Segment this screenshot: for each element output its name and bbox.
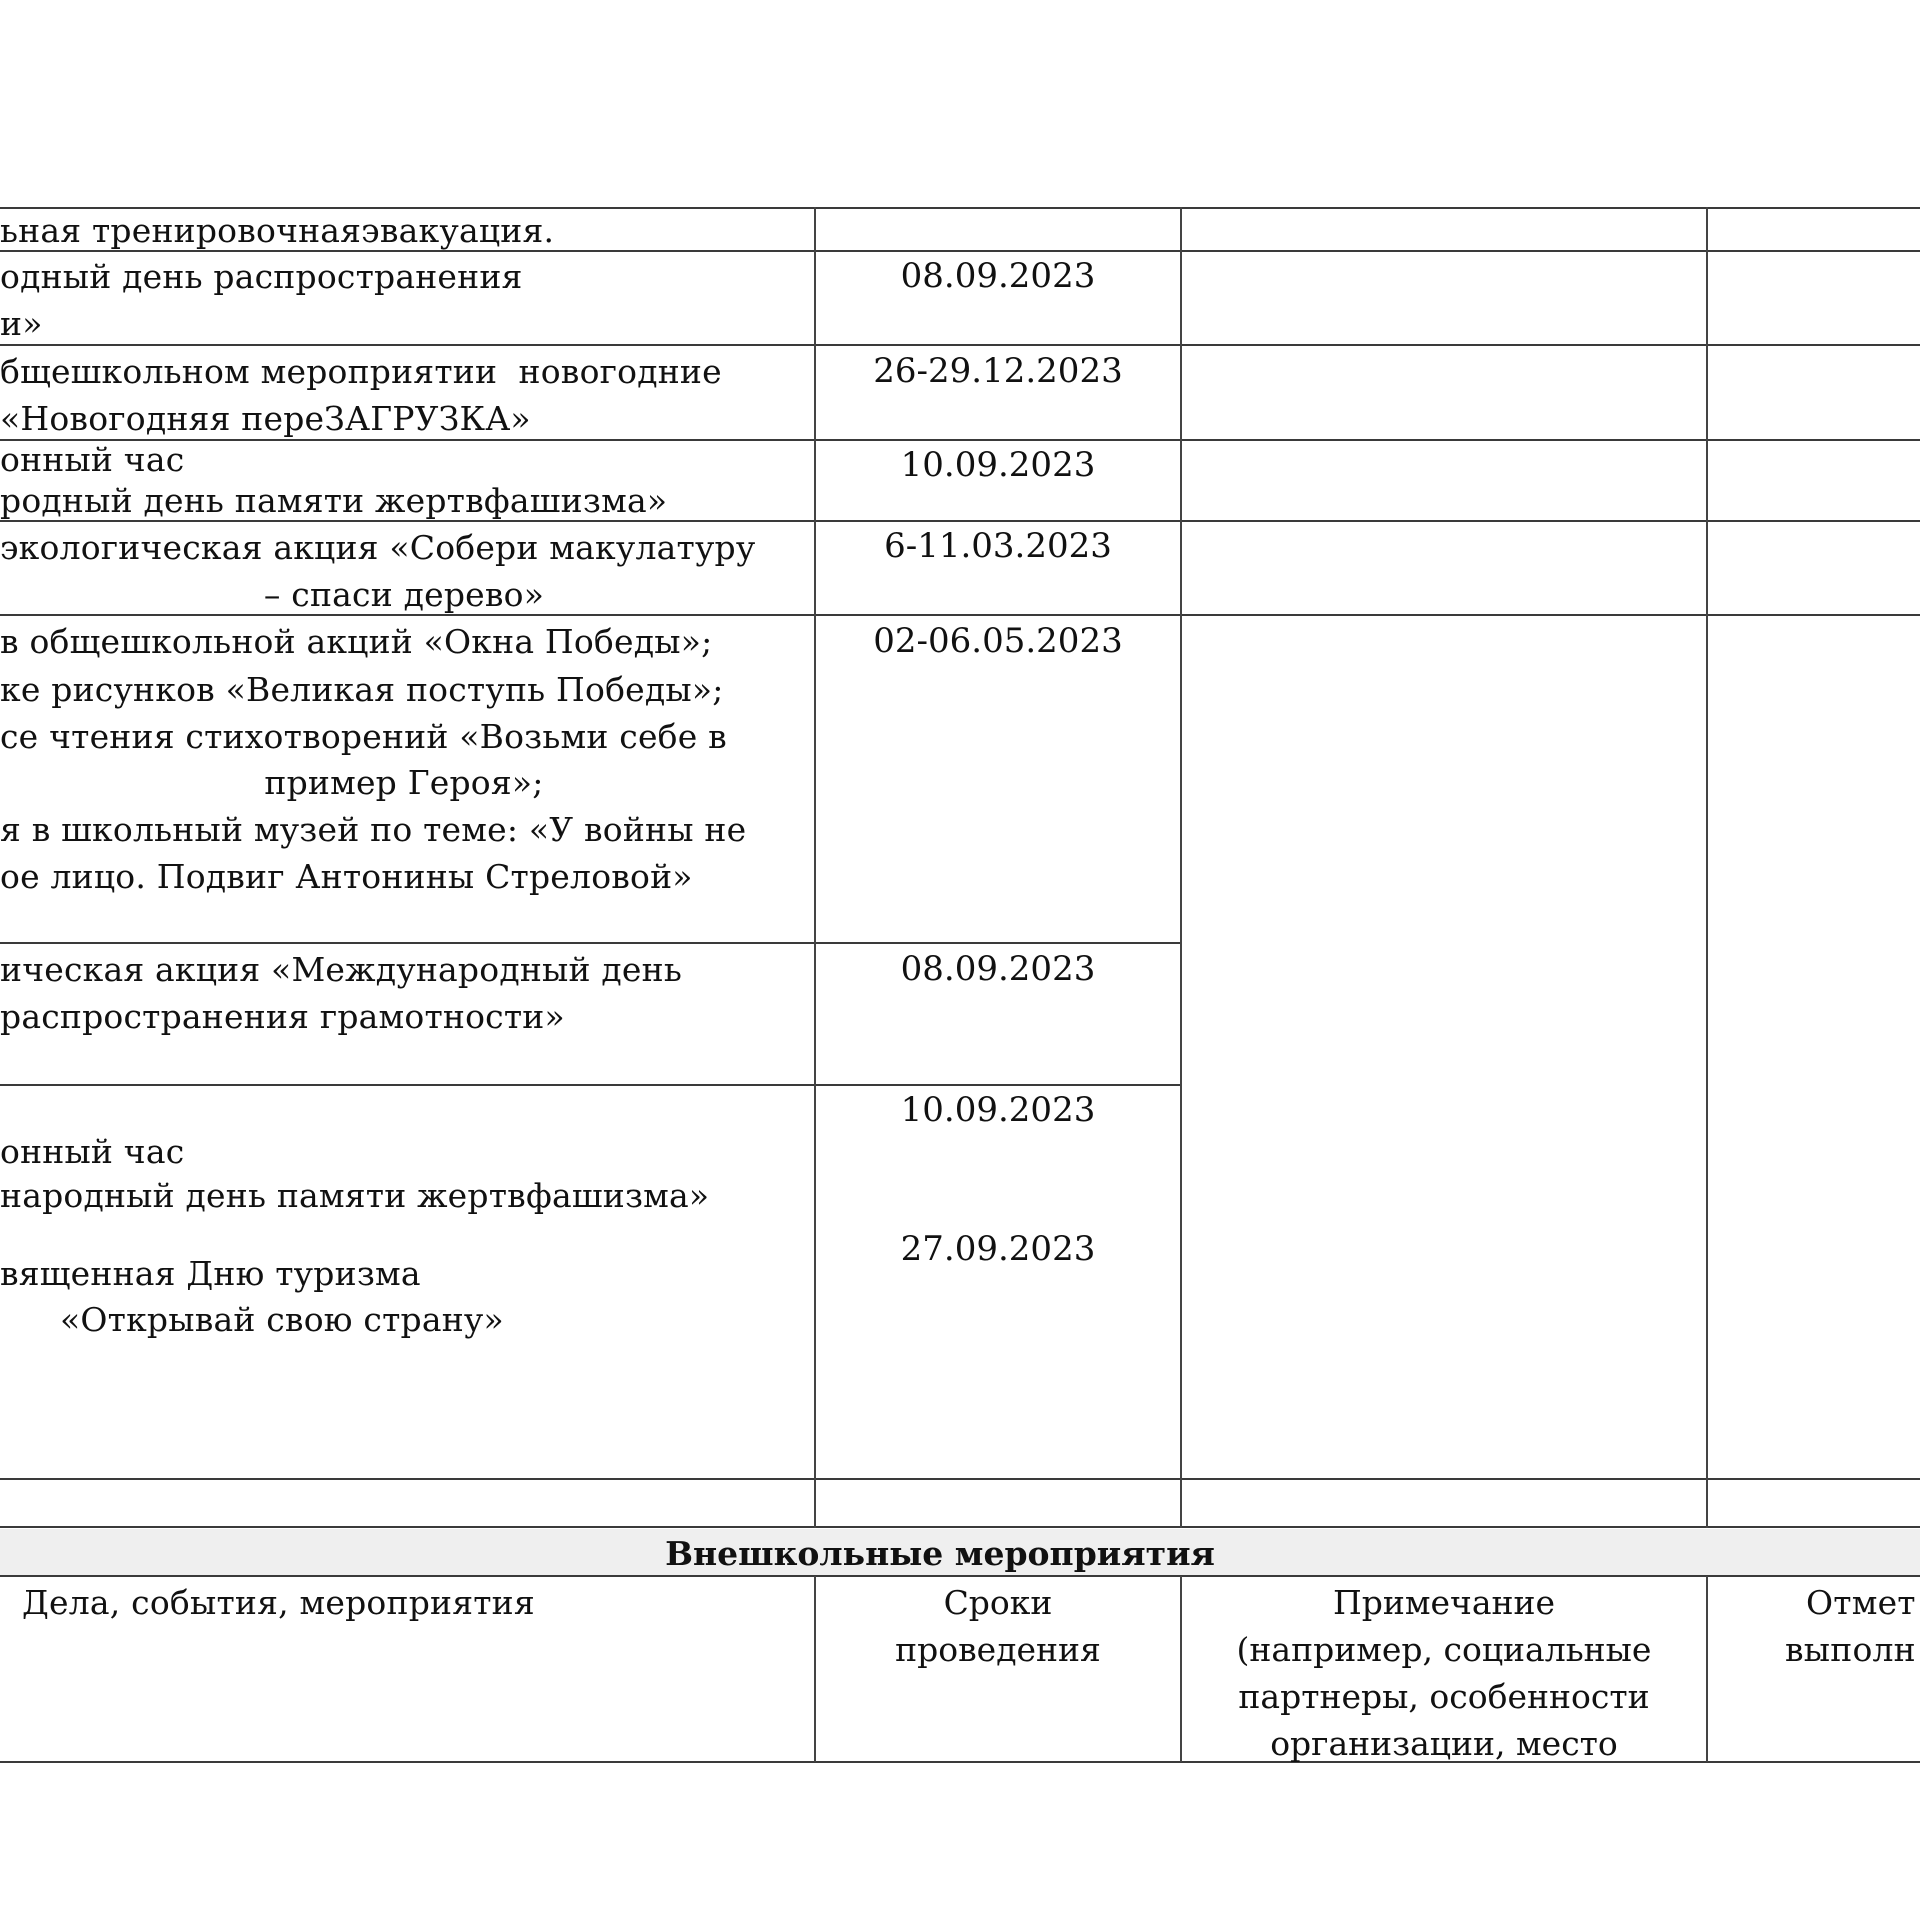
activity-cell-text: бщешкольном мероприятии новогодние	[0, 352, 722, 391]
date-cell-text: 26-29.12.2023	[873, 351, 1123, 391]
date-cell-text: 6-11.03.2023	[884, 526, 1112, 566]
activity-cell-text: я в школьный музей по теме: «У войны не	[0, 810, 747, 849]
activity-cell-text: ическая акция «Международный день	[0, 950, 682, 989]
activity-cell-text: родный день памяти жертвфашизма»	[0, 481, 668, 520]
table-rule	[0, 1478, 1920, 1480]
activity-cell-text: се чтения стихотворений «Возьми себе в	[0, 717, 727, 756]
table-rule	[0, 1526, 1920, 1528]
column-rule	[1706, 207, 1708, 1528]
date-cell-text: 10.09.2023	[900, 1090, 1096, 1130]
date-cell-text: 08.09.2023	[900, 256, 1096, 296]
activity-cell-text: «Открывай свою страну»	[60, 1300, 504, 1339]
column-rule	[814, 207, 816, 1528]
column-header-mark: Отмет	[1806, 1583, 1916, 1622]
column-rule	[1706, 1576, 1708, 1762]
column-header-note: Примечание	[1332, 1583, 1556, 1622]
section-title: Внешкольные мероприятия	[665, 1534, 1215, 1573]
activity-cell-text: – спаси дерево»	[263, 575, 545, 614]
activity-cell-text: «Новогодняя переЗАГРУЗКА»	[0, 399, 531, 438]
column-header-activities: Дела, события, мероприятия	[22, 1583, 535, 1622]
activity-cell-text: экологическая акция «Собери макулатуру	[0, 528, 756, 567]
activity-cell-text: в общешкольной акций «Окна Победы»;	[0, 622, 713, 661]
column-header-dates: проведения	[895, 1630, 1101, 1669]
column-header-note: партнеры, особенности	[1238, 1677, 1650, 1716]
activity-cell-text: народный день памяти жертвфашизма»	[0, 1176, 710, 1215]
column-header-dates: Сроки	[943, 1583, 1053, 1622]
column-header-mark: выполн	[1785, 1630, 1916, 1669]
activity-cell-text: ке рисунков «Великая поступь Победы»;	[0, 670, 724, 709]
column-header-note: (например, социальные	[1236, 1630, 1652, 1669]
activity-cell-text: и»	[0, 304, 43, 343]
date-cell-text: 08.09.2023	[900, 949, 1096, 989]
activity-cell-text: ьная тренировочнаяэвакуация.	[0, 211, 555, 250]
activity-cell-text: онный час	[0, 440, 185, 479]
table-rule	[0, 344, 1920, 346]
date-cell-text: 02-06.05.2023	[873, 621, 1123, 661]
activity-cell-text: распространения грамотности»	[0, 997, 565, 1036]
activity-cell-text: вященная Дню туризма	[0, 1254, 421, 1293]
activity-cell-text: пример Героя»;	[264, 763, 544, 802]
date-cell-text: 27.09.2023	[900, 1229, 1096, 1269]
activity-cell-text: одный день распространения	[0, 257, 523, 296]
column-header-note: организации, место	[1270, 1724, 1618, 1763]
activity-cell-text: онный час	[0, 1132, 185, 1171]
table-rule	[0, 942, 1182, 944]
date-cell-text: 10.09.2023	[900, 445, 1096, 485]
column-rule	[1180, 207, 1182, 1528]
activity-cell-text: ое лицо. Подвиг Антонины Стреловой»	[0, 857, 693, 896]
table-rule	[0, 1084, 1182, 1086]
